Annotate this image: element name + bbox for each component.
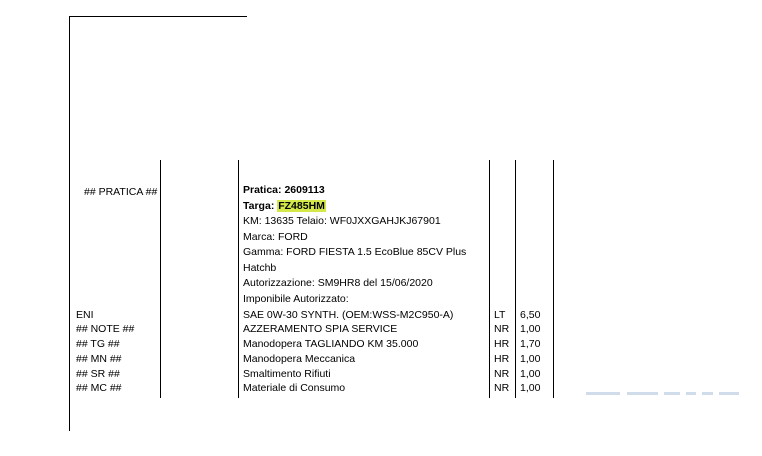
table-row-quantity: 1,00 bbox=[520, 353, 541, 365]
imponibile-line: Imponibile Autorizzato: bbox=[243, 292, 349, 305]
table-row-unit: HR bbox=[494, 338, 510, 350]
table-row-label: ## TG ## bbox=[76, 338, 120, 350]
table-border-col2 bbox=[238, 160, 239, 398]
targa-line bbox=[243, 199, 483, 215]
table-row-description: Smaltimento Rifiuti bbox=[243, 368, 331, 380]
table-row-label: ## MC ## bbox=[76, 382, 122, 394]
table-border-col5 bbox=[553, 160, 554, 398]
table-row-description: AZZERAMENTO SPIA SERVICE bbox=[243, 323, 398, 335]
pratica-number-line bbox=[243, 183, 483, 199]
table-row-quantity: 1,70 bbox=[520, 338, 541, 350]
page-artefact bbox=[719, 392, 739, 395]
gamma-line-2: Hatchb bbox=[243, 261, 277, 274]
table-border-col1 bbox=[160, 160, 161, 398]
table-row-description: Manodopera Meccanica bbox=[243, 353, 356, 365]
marca-line: Marca: FORD bbox=[243, 230, 308, 243]
table-row-unit: HR bbox=[494, 353, 510, 365]
table-row-label: ## SR ## bbox=[76, 368, 120, 380]
table-row-label: ## MN ## bbox=[76, 353, 122, 365]
table-border-left bbox=[69, 16, 70, 431]
page-artefact bbox=[586, 392, 620, 395]
table-row-quantity: 1,00 bbox=[520, 323, 541, 335]
gamma-line-1: Gamma: FORD FIESTA 1.5 EcoBlue 85CV Plus bbox=[243, 246, 467, 258]
table-row-unit: NR bbox=[494, 368, 510, 380]
table-row-quantity: 6,50 bbox=[520, 309, 541, 321]
km-telaio-line: KM: 13635 Telaio: WF0JXXGAHJKJ67901 bbox=[243, 215, 441, 227]
table-row-description: Materiale di Consumo bbox=[243, 382, 346, 394]
pratica-value: 2609113 bbox=[284, 184, 325, 196]
table-row-label: ## NOTE ## bbox=[76, 323, 135, 335]
pratica-header-block bbox=[243, 183, 483, 307]
table-row-unit: NR bbox=[494, 323, 510, 335]
targa-value: FZ485HM bbox=[278, 199, 325, 212]
table-border-col3 bbox=[489, 160, 490, 398]
pratica-section-label: ## PRATICA ## bbox=[84, 186, 158, 198]
table-row-quantity: 1,00 bbox=[520, 382, 541, 394]
top-rule bbox=[69, 16, 247, 17]
pratica-label: Pratica: bbox=[243, 184, 282, 196]
page-artefact bbox=[627, 392, 658, 395]
table-row-unit: NR bbox=[494, 382, 510, 394]
table-row-description: SAE 0W-30 SYNTH. (OEM:WSS-M2C950-A) bbox=[243, 309, 454, 321]
table-border-col4 bbox=[515, 160, 516, 398]
page-artefact bbox=[664, 392, 680, 395]
targa-label: Targa: bbox=[243, 199, 275, 212]
table-row-quantity: 1,00 bbox=[520, 368, 541, 380]
page-artefact bbox=[702, 392, 713, 395]
table-row-label: ENI bbox=[76, 309, 94, 321]
table-row-description: Manodopera TAGLIANDO KM 35.000 bbox=[243, 338, 419, 350]
table-row-unit: LT bbox=[494, 309, 506, 321]
page-artefact bbox=[686, 392, 696, 395]
autorizzazione-line: Autorizzazione: SM9HR8 del 15/06/2020 bbox=[243, 277, 433, 289]
